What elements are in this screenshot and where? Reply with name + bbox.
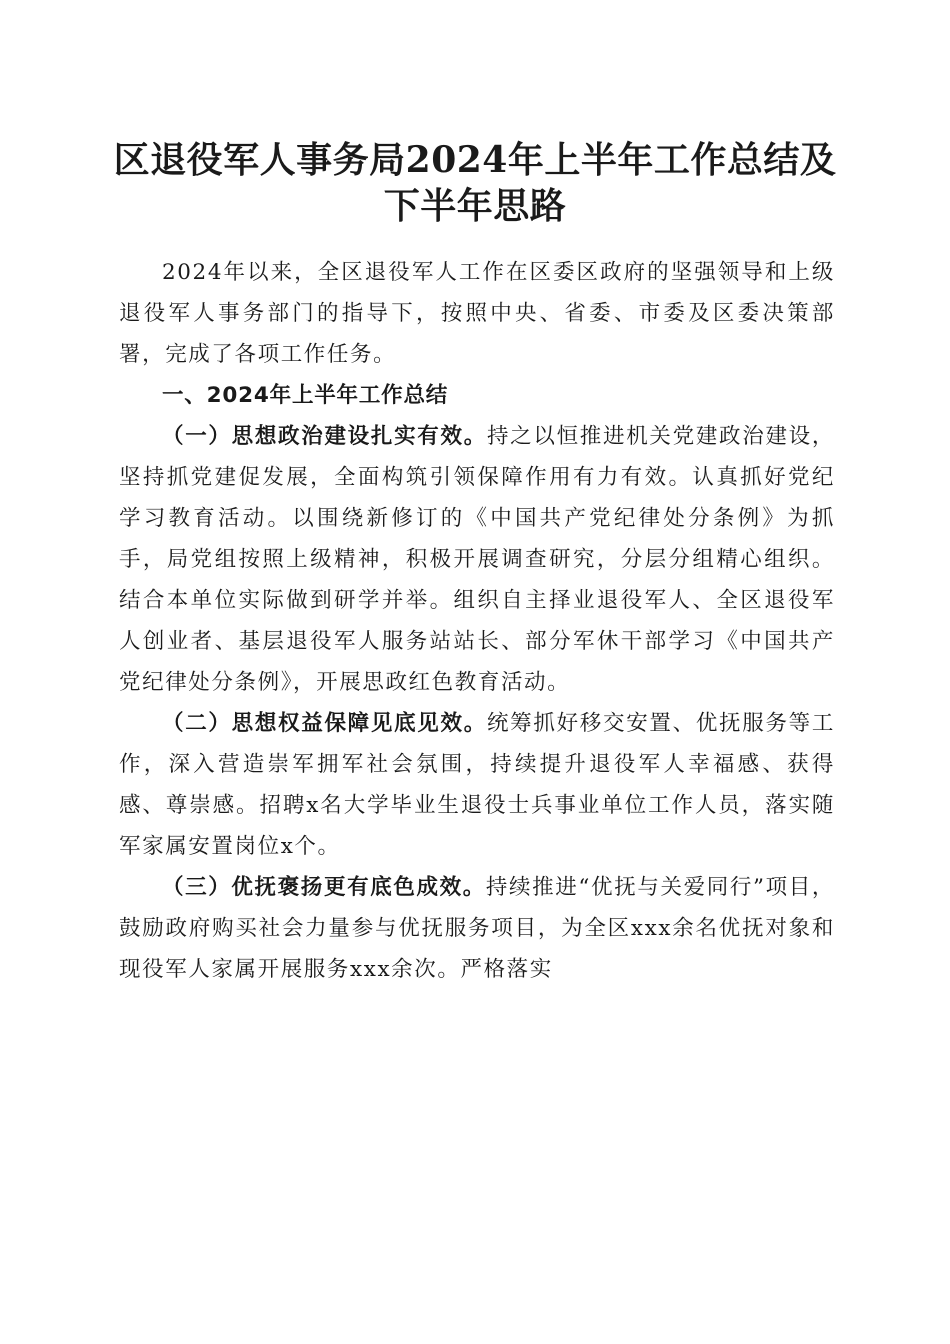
item-body: 持续推进“优抚与关爱同行”项目，鼓励政府购买社会力量参与优抚服务项目，为全区xxx余名优抚对象和现役军人家属开展服务xxx余次。严格落实 (119, 875, 835, 982)
item-paragraph-2 (119, 703, 835, 867)
item-heading: （二）思想权益保障见底见效。 (162, 711, 487, 736)
item-body: 统筹抓好移交安置、优抚服务等工作，深入营造崇军拥军社会氛围，持续提升退役军人幸福感、获得感、尊崇感。招聘x名大学毕业生退役士兵事业单位工作人员，落实随军家属安置岗位x个。 (119, 711, 835, 859)
document-title-line1: 区退役军人事务局2024年上半年工作总结及 (113, 139, 837, 181)
item-heading: （一）思想政治建设扎实有效。 (162, 424, 487, 449)
item-paragraph-1 (119, 416, 835, 703)
document-body (119, 252, 835, 990)
document-title-line2: 下半年思路 (383, 185, 567, 227)
intro-paragraph: 2024年以来，全区退役军人工作在区委区政府的坚强领导和上级退役军人事务部门的指导下，按照中央、省委、市委及区委决策部署，完成了各项工作任务。 (119, 260, 835, 367)
item-body: 持之以恒推进机关党建政治建设，坚持抓党建促发展，全面构筑引领保障作用有力有效。认真抓好党纪学习教育活动。以围绕新修订的《中国共产党纪律处分条例》为抓手，局党组按照上级精神，积极开展调查研究，分层分组精心组织。结合本单位实际做到研学并举。组织自主择业退役军人、全区退役军人创业者、基层退役军人服务站站长、部分军休干部学习《中国共产党纪律处分条例》，开展思政红色教育活动。 (119, 424, 835, 695)
section-heading: 一、2024年上半年工作总结 (162, 383, 449, 408)
item-heading: （三）优抚褒扬更有底色成效。 (162, 875, 486, 900)
item-paragraph-3 (119, 867, 835, 990)
